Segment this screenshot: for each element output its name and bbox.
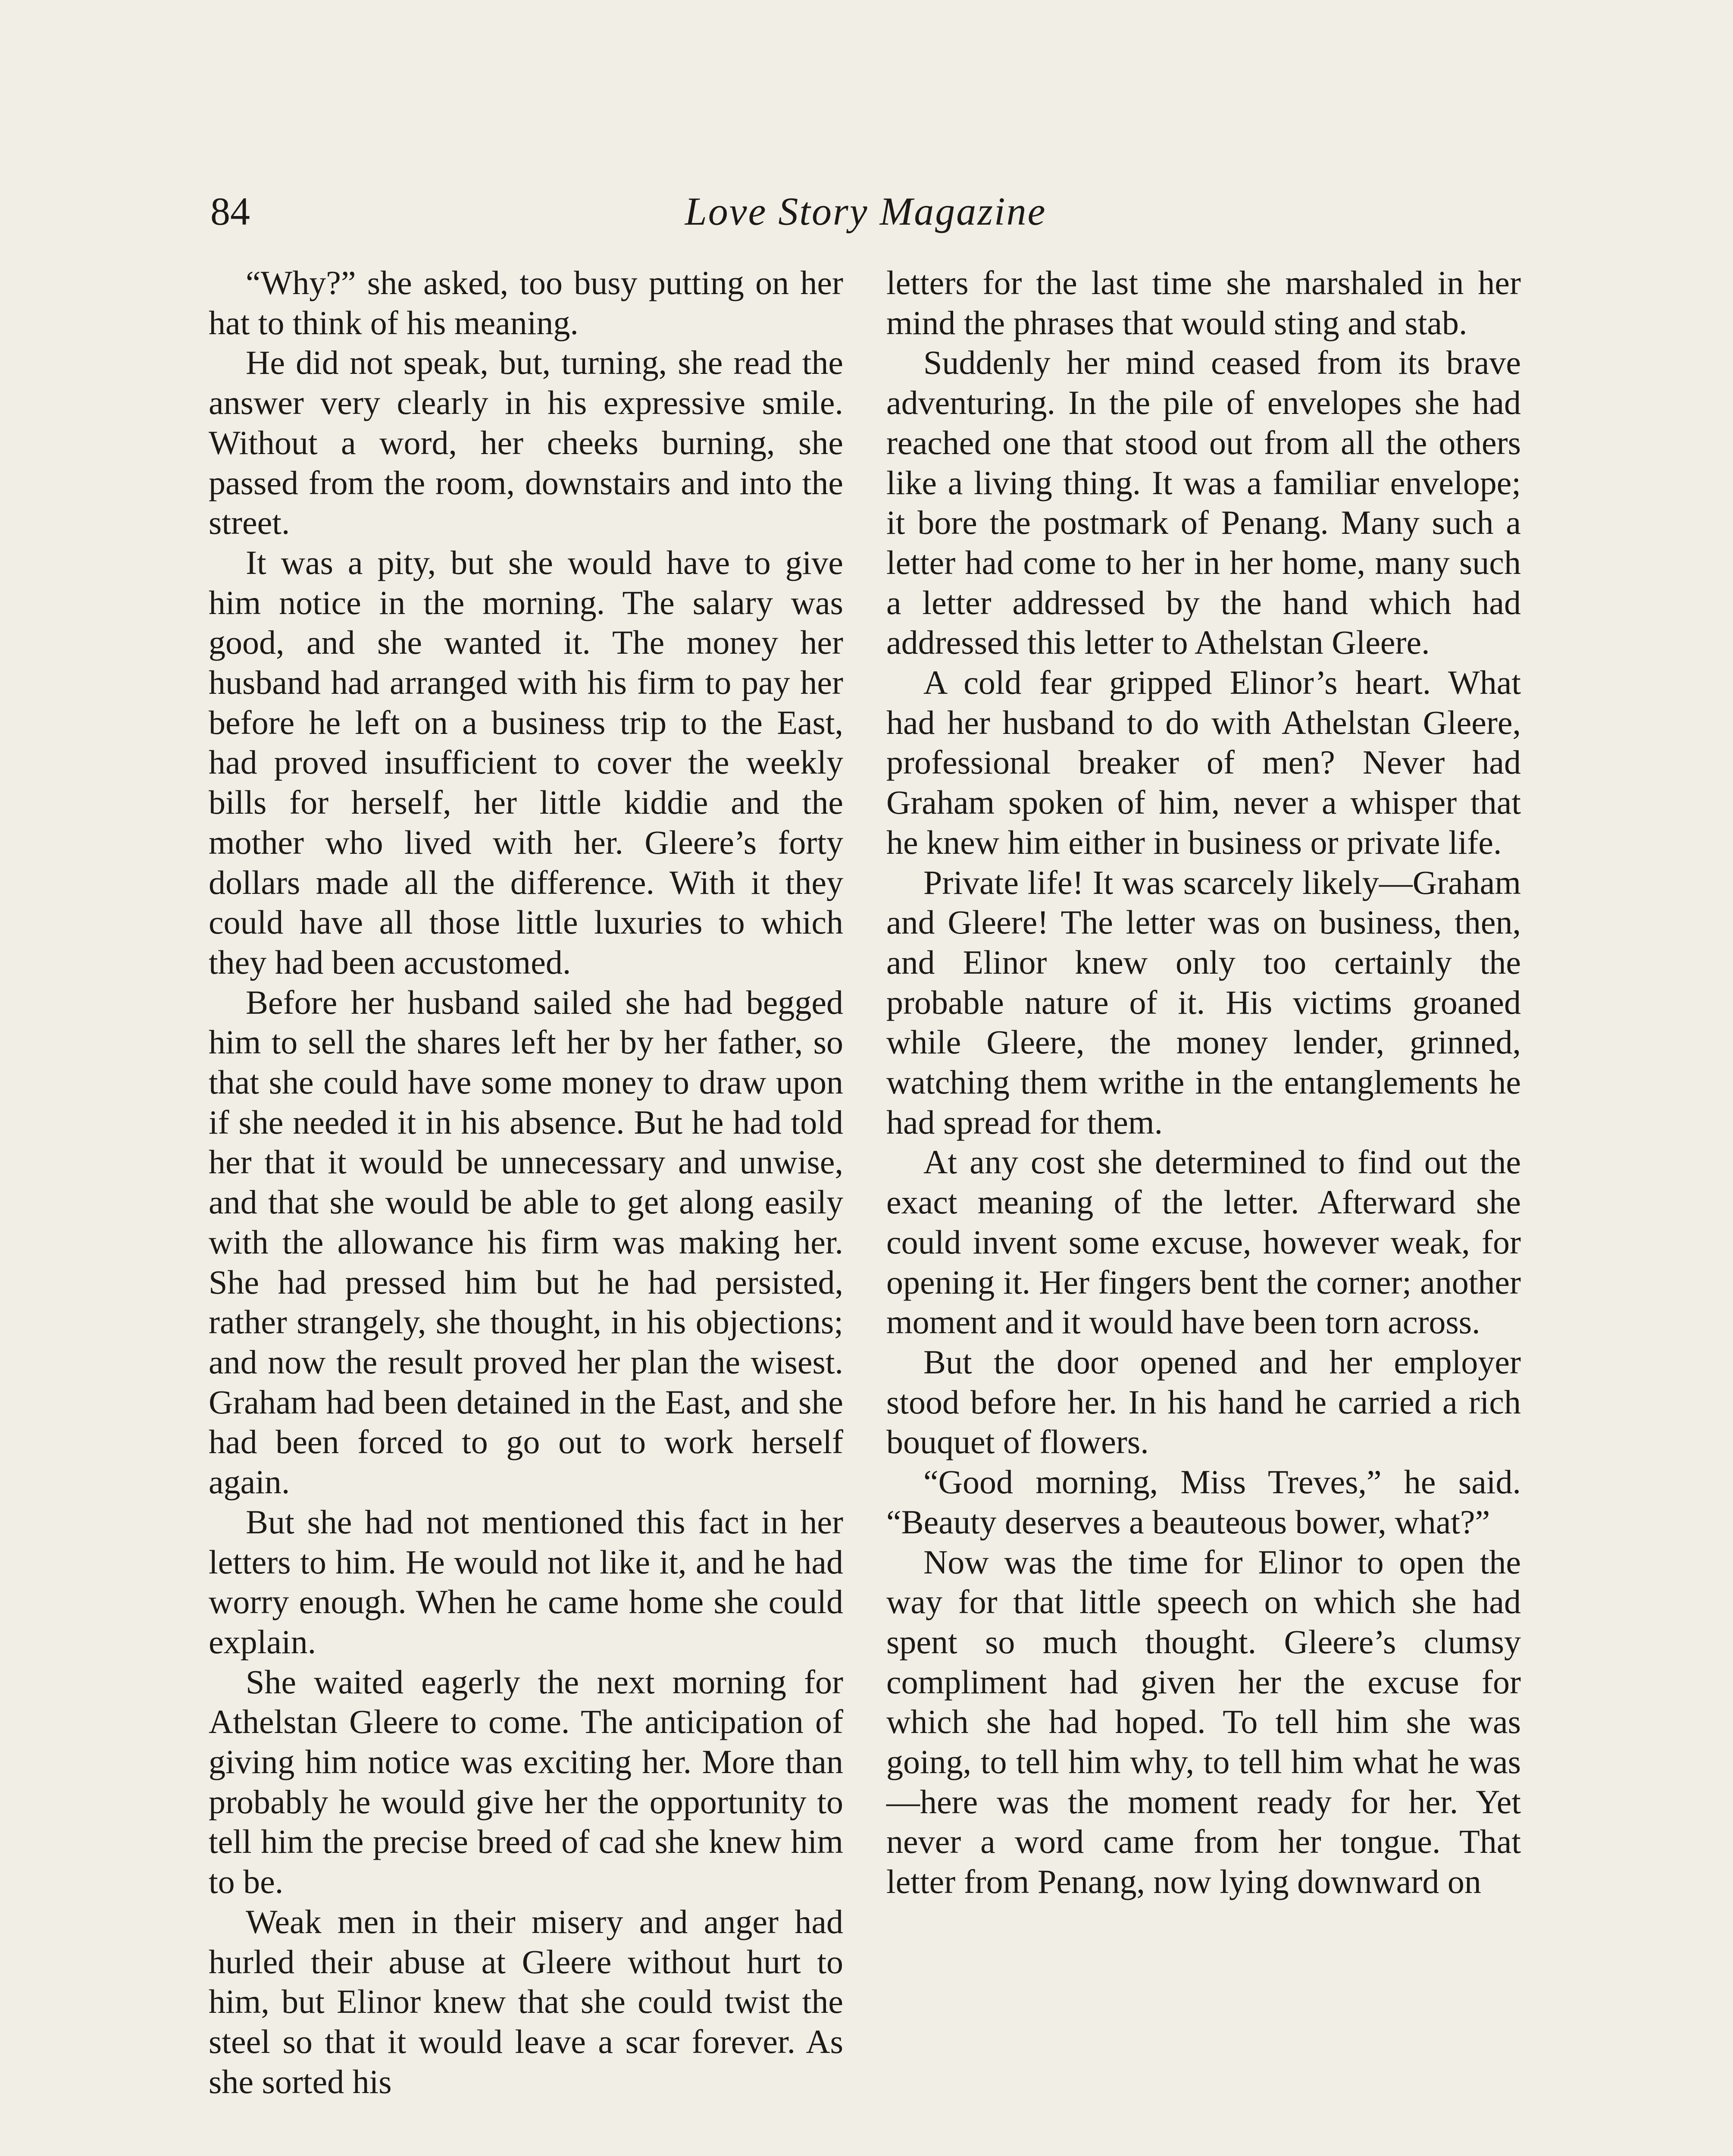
paragraph: At any cost she determined to find out the exact meaning of the letter. Afterward she could invent some excuse, however weak, for opening it. Her fingers bent the corner; another moment and it would have been torn across. <box>886 1143 1521 1341</box>
paragraph: She waited eagerly the next morning for Athelstan Gleere to come. The anticipation of giving him notice was exciting her. More than probably he would give her the opportunity to tell him the precise breed of cad she knew him to be. <box>209 1663 843 1901</box>
page-number: 84 <box>210 189 250 233</box>
magazine-title: Love Story Magazine <box>685 189 1047 233</box>
paragraph: “Why?” she asked, too busy putting on her hat to think of his meaning. <box>209 264 843 342</box>
paragraph: Private life! It was scarcely likely—Graham and Gleere! The letter was on business, then, and Elinor knew only too certainly the probable nature of it. His victims groaned while Gleere, the money lender, grinned, watching them writhe in the entanglements he had spread for them. <box>886 863 1521 1141</box>
paragraph: But the door opened and her employer stood before her. In his hand he carried a rich bouquet of flowers. <box>886 1343 1521 1461</box>
left-column <box>209 263 843 2102</box>
paragraph: Now was the time for Elinor to open the way for that little speech on which she had spent so much thought. Gleere’s clumsy compliment had given her the excuse for which she had hoped. To tell him she was going, to tell him why, to tell him what he was—here was the moment ready for her. Yet never a word came from her tongue. That letter from Penang, now lying downward on <box>886 1543 1521 1901</box>
paragraph: A cold fear gripped Elinor’s heart. What had her husband to do with Athelstan Gleere, professional breaker of men? Never had Graham spoken of him, never a whisper that he knew him either in business or private life. <box>886 664 1521 861</box>
paragraph: It was a pity, but she would have to give him notice in the morning. The salary was good, and she wanted it. The money her husband had arranged with his firm to pay her before he left on a business trip to the East, had proved insufficient to cover the weekly bills for herself, her little kiddie and the mother who lived with her. Gleere’s forty dollars made all the difference. With it they could have all those little luxuries to which they had been accustomed. <box>209 543 843 981</box>
paragraph: Before her husband sailed she had begged him to sell the shares left her by her father, so that she could have some money to draw upon if she needed it in his absence. But he had told her that it would be unnecessary and unwise, and that she would be able to get along easily with the allowance his firm was making her. She had pressed him but he had persisted, rather strangely, she thought, in his objections; and now the result proved her plan the wisest. Graham had been detained in the East, and she had been forced to go out to work herself again. <box>209 983 843 1501</box>
page-header <box>210 183 1521 239</box>
paragraph: He did not speak, but, turning, she read the answer very clearly in his expressive smile. Without a word, her cheeks burning, she passed from the room, downstairs and into the street. <box>209 344 843 542</box>
right-column <box>886 263 1521 1902</box>
paragraph: “Good morning, Miss Treves,” he said. “Beauty deserves a beauteous bower, what?” <box>886 1463 1521 1541</box>
paragraph: But she had not mentioned this fact in her letters to him. He would not like it, and he had worry enough. When he came home she could explain. <box>209 1503 843 1661</box>
paragraph: Weak men in their misery and anger had hurled their abuse at Gleere without hurt to him, but Elinor knew that she could twist the steel so that it would leave a scar forever. As she sorted his <box>209 1902 843 2100</box>
paragraph: Suddenly her mind ceased from its brave adventuring. In the pile of envelopes she had reached one that stood out from all the others like a living thing. It was a familiar envelope; it bore the postmark of Penang. Many such a letter had come to her in her home, many such a letter addressed by the hand which had addressed this letter to Athelstan Gleere. <box>886 344 1521 661</box>
paragraph-continuation: letters for the last time she marshaled in her mind the phrases that would sting and stab. <box>886 264 1521 342</box>
